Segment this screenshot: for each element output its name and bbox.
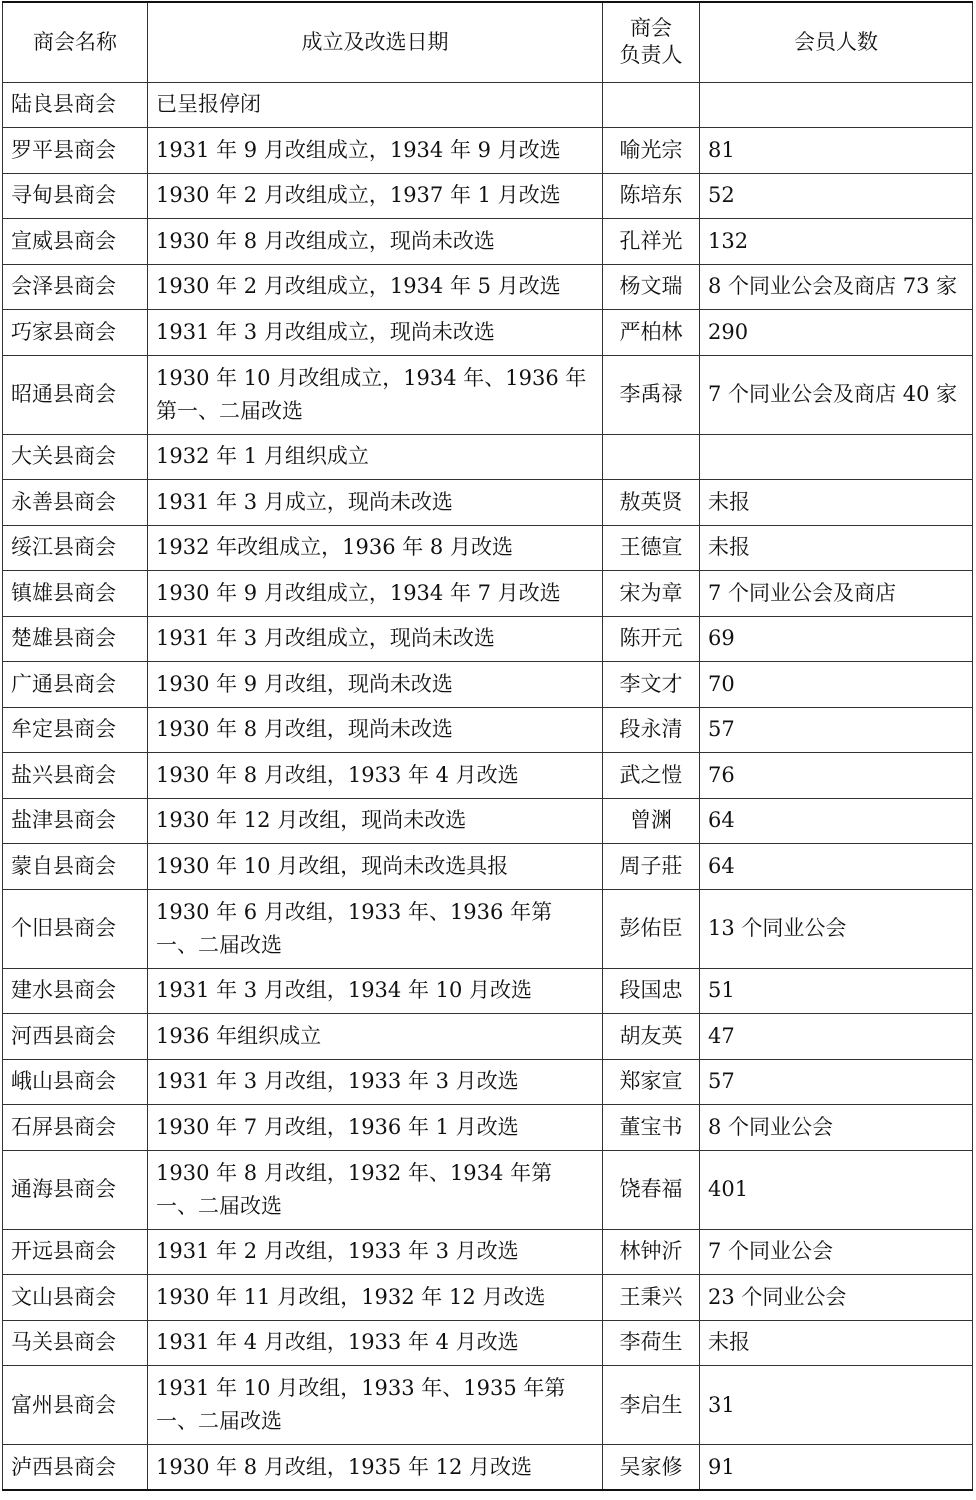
- cell-name: 盐兴县商会: [3, 753, 148, 799]
- cell-person: 杨文瑞: [603, 264, 700, 310]
- table-row: [3, 889, 973, 968]
- cell-person: 饶春福: [603, 1150, 700, 1229]
- cell-date: 1931 年 3 月改组，1934 年 10 月改选: [148, 968, 603, 1014]
- table-row: [3, 968, 973, 1014]
- cell-date: 1931 年 3 月改组成立，现尚未改选: [148, 310, 603, 356]
- cell-date: 1930 年 6 月改组，1933 年、1936 年第一、二届改选: [148, 889, 603, 968]
- table-row: [3, 1150, 973, 1229]
- table-row: [3, 844, 973, 890]
- cell-count: 401: [700, 1150, 973, 1229]
- cell-person: 曾渊: [603, 798, 700, 844]
- cell-name: 马关县商会: [3, 1320, 148, 1366]
- table-row: [3, 798, 973, 844]
- cell-count: 未报: [700, 525, 973, 571]
- cell-count: 7 个同业公会及商店 40 家: [700, 355, 973, 434]
- cell-name: 寻甸县商会: [3, 173, 148, 219]
- table-row: [3, 571, 973, 617]
- cell-name: 泸西县商会: [3, 1445, 148, 1491]
- table-row: [3, 128, 973, 174]
- cell-person: 孔祥光: [603, 219, 700, 265]
- cell-date: 已呈报停闭: [148, 82, 603, 128]
- header-person-line2: 负责人: [619, 43, 683, 68]
- cell-date: 1930 年 12 月改组，现尚未改选: [148, 798, 603, 844]
- cell-person: 严柏林: [603, 310, 700, 356]
- cell-count: 91: [700, 1445, 973, 1491]
- cell-count: 31: [700, 1366, 973, 1445]
- cell-date: 1930 年 8 月改组，1933 年 4 月改选: [148, 753, 603, 799]
- cell-count: 47: [700, 1014, 973, 1060]
- cell-count: [700, 82, 973, 128]
- cell-count: 57: [700, 1059, 973, 1105]
- cell-count: 7 个同业公会及商店: [700, 571, 973, 617]
- cell-date: 1931 年 10 月改组，1933 年、1935 年第一、二届改选: [148, 1366, 603, 1445]
- cell-count: 7 个同业公会: [700, 1229, 973, 1275]
- cell-count: 未报: [700, 1320, 973, 1366]
- cell-name: 宣威县商会: [3, 219, 148, 265]
- cell-date: 1930 年 8 月改组成立，现尚未改选: [148, 219, 603, 265]
- cell-person: 武之愷: [603, 753, 700, 799]
- cell-name: 盐津县商会: [3, 798, 148, 844]
- cell-person: 胡友英: [603, 1014, 700, 1060]
- cell-date: 1936 年组织成立: [148, 1014, 603, 1060]
- table-row: [3, 310, 973, 356]
- cell-date: 1930 年 2 月改组成立，1934 年 5 月改选: [148, 264, 603, 310]
- cell-date: 1930 年 8 月改组，1932 年、1934 年第一、二届改选: [148, 1150, 603, 1229]
- cell-name: 陆良县商会: [3, 82, 148, 128]
- cell-name: 峨山县商会: [3, 1059, 148, 1105]
- cell-count: 23 个同业公会: [700, 1275, 973, 1321]
- cell-person: 吴家修: [603, 1445, 700, 1491]
- cell-date: 1931 年 3 月改组成立，现尚未改选: [148, 616, 603, 662]
- cell-name: 绥江县商会: [3, 525, 148, 571]
- cell-person: [603, 82, 700, 128]
- header-count: 会员人数: [700, 2, 973, 82]
- cell-name: 个旧县商会: [3, 889, 148, 968]
- cell-name: 开远县商会: [3, 1229, 148, 1275]
- cell-date: 1930 年 2 月改组成立，1937 年 1 月改选: [148, 173, 603, 219]
- cell-person: 董宝书: [603, 1105, 700, 1151]
- table-body: [3, 82, 973, 1490]
- table-row: [3, 662, 973, 708]
- cell-count: 290: [700, 310, 973, 356]
- cell-date: 1930 年 9 月改组成立，1934 年 7 月改选: [148, 571, 603, 617]
- cell-count: 13 个同业公会: [700, 889, 973, 968]
- table-row: [3, 480, 973, 526]
- cell-name: 镇雄县商会: [3, 571, 148, 617]
- cell-person: 李文才: [603, 662, 700, 708]
- table-row: [3, 1445, 973, 1491]
- cell-person: 李荷生: [603, 1320, 700, 1366]
- header-name: 商会名称: [3, 2, 148, 82]
- table-row: [3, 173, 973, 219]
- cell-person: 陈培东: [603, 173, 700, 219]
- cell-count: 8 个同业公会: [700, 1105, 973, 1151]
- cell-name: 广通县商会: [3, 662, 148, 708]
- cell-person: 郑家宣: [603, 1059, 700, 1105]
- cell-person: 陈开元: [603, 616, 700, 662]
- cell-person: 彭佑臣: [603, 889, 700, 968]
- cell-name: 河西县商会: [3, 1014, 148, 1060]
- cell-count: 70: [700, 662, 973, 708]
- cell-name: 罗平县商会: [3, 128, 148, 174]
- table-row: [3, 616, 973, 662]
- cell-name: 通海县商会: [3, 1150, 148, 1229]
- cell-person: 王秉兴: [603, 1275, 700, 1321]
- cell-person: 王德宣: [603, 525, 700, 571]
- table-row: [3, 1366, 973, 1445]
- cell-date: 1930 年 11 月改组，1932 年 12 月改选: [148, 1275, 603, 1321]
- cell-count: 51: [700, 968, 973, 1014]
- cell-count: 64: [700, 844, 973, 890]
- cell-date: 1931 年 4 月改组，1933 年 4 月改选: [148, 1320, 603, 1366]
- cell-name: 昭通县商会: [3, 355, 148, 434]
- cell-count: 69: [700, 616, 973, 662]
- header-date: 成立及改选日期: [148, 2, 603, 82]
- table-row: [3, 1275, 973, 1321]
- cell-date: 1931 年 3 月成立，现尚未改选: [148, 480, 603, 526]
- chamber-of-commerce-table: [2, 1, 973, 1491]
- cell-person: 宋为章: [603, 571, 700, 617]
- cell-person: 李启生: [603, 1366, 700, 1445]
- table-row: [3, 1059, 973, 1105]
- cell-person: 段国忠: [603, 968, 700, 1014]
- cell-person: [603, 434, 700, 480]
- cell-date: 1932 年改组成立，1936 年 8 月改选: [148, 525, 603, 571]
- cell-person: 段永清: [603, 707, 700, 753]
- table-row: [3, 82, 973, 128]
- cell-person: 喻光宗: [603, 128, 700, 174]
- table-row: [3, 753, 973, 799]
- cell-name: 石屏县商会: [3, 1105, 148, 1151]
- cell-person: 林钟沂: [603, 1229, 700, 1275]
- cell-date: 1930 年 10 月改组成立，1934 年、1936 年第一、二届改选: [148, 355, 603, 434]
- cell-count: 64: [700, 798, 973, 844]
- cell-name: 巧家县商会: [3, 310, 148, 356]
- cell-count: 132: [700, 219, 973, 265]
- cell-date: 1930 年 8 月改组，现尚未改选: [148, 707, 603, 753]
- cell-name: 永善县商会: [3, 480, 148, 526]
- cell-date: 1931 年 2 月改组，1933 年 3 月改选: [148, 1229, 603, 1275]
- table-row: [3, 1229, 973, 1275]
- table-row: [3, 219, 973, 265]
- cell-person: 李禹禄: [603, 355, 700, 434]
- table-row: [3, 1320, 973, 1366]
- cell-count: 57: [700, 707, 973, 753]
- cell-person: 周子莊: [603, 844, 700, 890]
- cell-name: 大关县商会: [3, 434, 148, 480]
- cell-count: 52: [700, 173, 973, 219]
- table-row: [3, 264, 973, 310]
- cell-date: 1930 年 9 月改组，现尚未改选: [148, 662, 603, 708]
- cell-name: 文山县商会: [3, 1275, 148, 1321]
- table-row: [3, 1014, 973, 1060]
- cell-count: 8 个同业公会及商店 73 家: [700, 264, 973, 310]
- cell-name: 富州县商会: [3, 1366, 148, 1445]
- cell-name: 会泽县商会: [3, 264, 148, 310]
- table-row: [3, 434, 973, 480]
- header-person: [603, 2, 700, 82]
- table-row: [3, 525, 973, 571]
- cell-date: 1930 年 7 月改组，1936 年 1 月改选: [148, 1105, 603, 1151]
- cell-person: 敖英贤: [603, 480, 700, 526]
- cell-name: 楚雄县商会: [3, 616, 148, 662]
- cell-date: 1932 年 1 月组织成立: [148, 434, 603, 480]
- cell-date: 1930 年 10 月改组，现尚未改选具报: [148, 844, 603, 890]
- cell-count: 76: [700, 753, 973, 799]
- table-row: [3, 707, 973, 753]
- cell-name: 建水县商会: [3, 968, 148, 1014]
- header-person-line1: 商会: [630, 16, 672, 41]
- cell-count: 未报: [700, 480, 973, 526]
- cell-date: 1931 年 3 月改组，1933 年 3 月改选: [148, 1059, 603, 1105]
- cell-date: 1930 年 8 月改组，1935 年 12 月改选: [148, 1445, 603, 1491]
- cell-count: 81: [700, 128, 973, 174]
- cell-name: 蒙自县商会: [3, 844, 148, 890]
- table-row: [3, 1105, 973, 1151]
- table-header-row: [3, 2, 973, 82]
- cell-date: 1931 年 9 月改组成立，1934 年 9 月改选: [148, 128, 603, 174]
- cell-name: 牟定县商会: [3, 707, 148, 753]
- table-row: [3, 355, 973, 434]
- cell-count: [700, 434, 973, 480]
